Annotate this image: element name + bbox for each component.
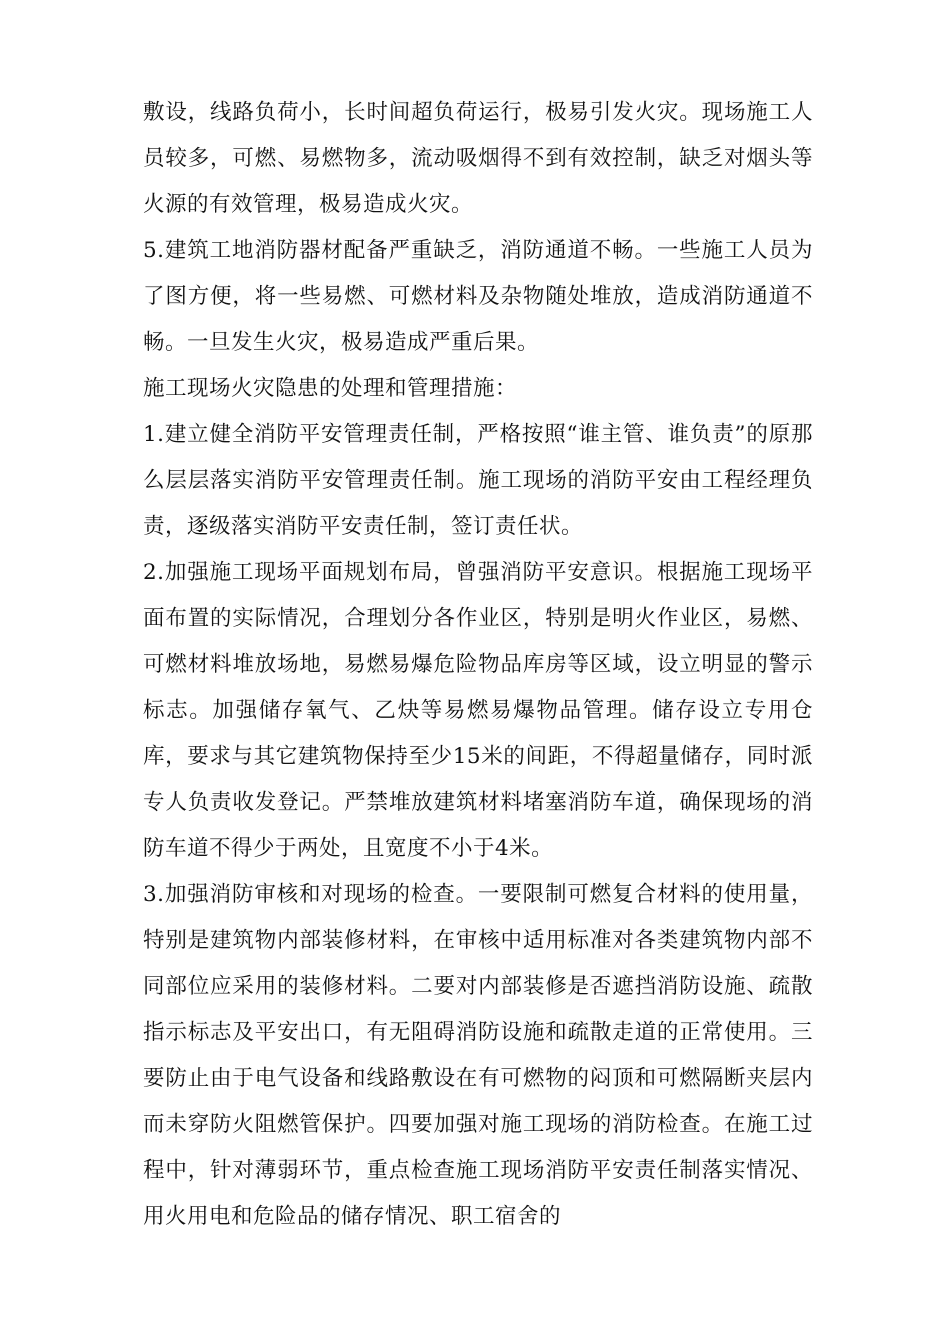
paragraph-item-1: 1.建立健全消防平安管理责任制，严格按照“谁主管、谁负责”的原那么层层落实消防平安管理责任制。施工现场的消防平安由工程经理负责，逐级落实消防平安责任制，签订责任状。 xyxy=(143,422,813,539)
paragraph-item-5: 5.建筑工地消防器材配备严重缺乏，消防通道不畅。一些施工人员为了图方便，将一些易燃、可燃材料及杂物随处堆放，造成消防通道不畅。一旦发生火灾，极易造成严重后果。 xyxy=(143,238,813,355)
paragraph-continuation: 敷设，线路负荷小，长时间超负荷运行，极易引发火灾。现场施工人员较多，可燃、易燃物多，流动吸烟得不到有效控制，缺乏对烟头等火源的有效管理，极易造成火灾。 xyxy=(143,100,813,217)
paragraph-item-2: 2.加强施工现场平面规划布局，曾强消防平安意识。根据施工现场平面布置的实际情况，合理划分各作业区，特别是明火作业区，易燃、可燃材料堆放场地，易燃易爆危险物品库房等区域，设立明显的警示标志。加强储存氧气、乙炔等易燃易爆物品管理。储存设立专用仓库，要求与其它建筑物保持至少15米的间距，不得超量储存，同时派专人负责收发登记。严禁堆放建筑材料堵塞消防车道，确保现场的消防车道不得少于两处，且宽度不小于4米。 xyxy=(143,560,813,861)
paragraph-item-3: 3.加强消防审核和对现场的检查。一要限制可燃复合材料的使用量，特别是建筑物内部装修材料，在审核中适用标准对各类建筑物内部不同部位应采用的装修材料。二要对内部装修是否遮挡消防设施、疏散指示标志及平安出口，有无阻碍消防设施和疏散走道的正常使用。三要防止由于电气设备和线路敷设在有可燃物的闷顶和可燃隔断夹层内而未穿防火阻燃管保护。四要加强对施工现场的消防检查。在施工过程中，针对薄弱环节，重点检查施工现场消防平安责任制落实情况、用火用电和危险品的储存情况、职工宿舍的 xyxy=(143,882,813,1229)
section-heading: 施工现场火灾隐患的处理和管理措施： xyxy=(143,376,518,401)
document-body xyxy=(143,90,813,1240)
